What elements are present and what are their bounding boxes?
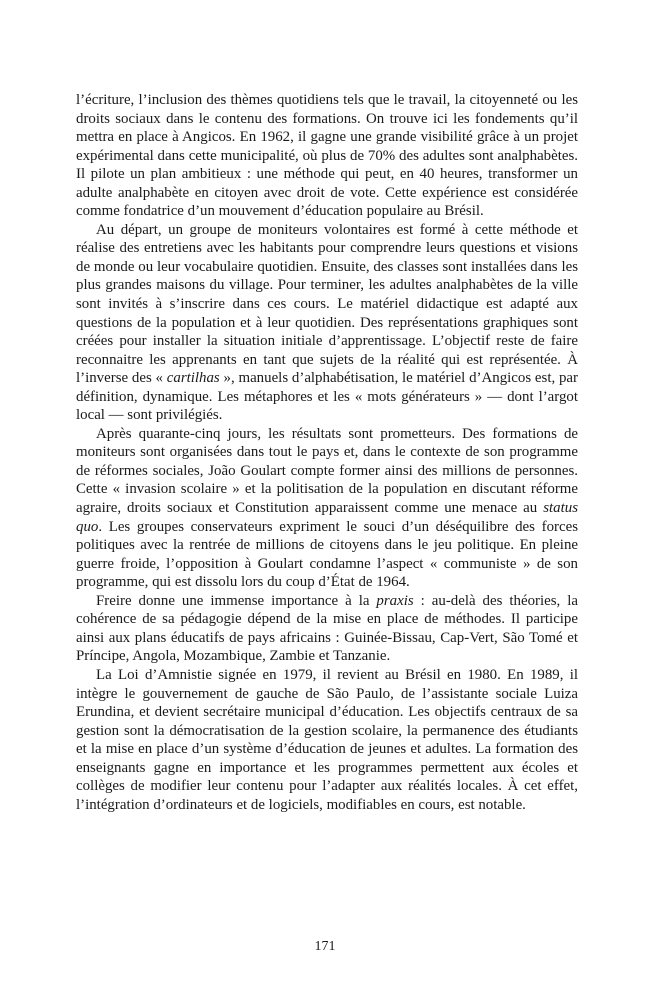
italic-term: praxis — [376, 592, 414, 609]
paragraph-text: Après quarante-cinq jours, les résultats sont prometteurs. Des formations de moniteurs sont organisées dans tout le pays et, dans le contexte de son programme de réformes sociales, João Goulart compte former ainsi des millions de personnes. Cette « invasion scolaire » et la politisation de la population en discutant réforme agraire, droits sociaux et Constitution apparaissent comme une menace au — [76, 425, 578, 517]
paragraph — [76, 592, 578, 666]
paragraph — [76, 221, 578, 425]
paragraph-text: Freire donne une immense importance à la — [96, 592, 377, 609]
paragraph-text: », manuels d’alphabétisation, le matériel d’Angicos est, par définition, dynamique. Les métaphores et les « mots générateurs » — dont l’argot local — sont privilégiés. — [76, 370, 578, 424]
italic-term: cartilhas — [166, 370, 220, 387]
italic-term: status quo — [76, 500, 578, 535]
paragraph-text: . Les groupes conservateurs expriment le souci d’un déséquilibre des forces politiques avec la rentrée de millions de citoyens dans le jeu politique. En pleine guerre froide, l’opposition à Goulart condamne l’aspect « communiste » de son programme, qui est dissolu lors du coup d’État de 1964. — [76, 518, 578, 591]
paragraph-text: : au-delà des théories, la cohérence de sa pédagogie dépend de la mise en place de méthodes. Il participe ainsi aux plans éducatifs de pays africains : Guinée-Bissau, Cap-Vert, São Tomé et Príncipe, Angola, Mozambique, Zambie et Tanzanie. — [76, 592, 578, 665]
paragraph — [76, 425, 578, 592]
page-number: 171 — [314, 939, 336, 954]
paragraph-text: Au départ, un groupe de moniteurs volontaires est formé à cette méthode et réalise des entretiens avec les habitants pour comprendre leurs questions et visions de monde ou leur vocabulaire quotidien. Ensuite, des classes sont installées dans les plus grandes maisons du village. Pour terminer, les adultes analphabètes de la ville sont invités à s’inscrire dans ces cours. Le matériel didactique est adapté aux questions de la population et à leur quotidien. Des représentations graphiques sont créées pour installer la situation initiale d’apprentissage. L’objectif reste de faire reconnaitre les apprenants en tant que sujets de la réalité qui est représentée. À l’inverse des « — [76, 221, 578, 387]
page-body — [76, 91, 578, 814]
paragraph-text: l’écriture, l’inclusion des thèmes quotidiens tels que le travail, la citoyenneté ou les droits sociaux dans le contenu des formations. On trouve ici les fondements qu’il mettra en place à Angicos. En 1962, il gagne une grande visibilité grâce à un projet expérimental dans cette municipalité, où plus de 70% des adultes sont analphabètes. Il pilote un plan ambitieux : une méthode qui peut, en 40 heures, transformer un adulte analphabète en citoyen avec droit de vote. Cette expérience est considérée comme fondatrice d’un mouvement d’éducation populaire au Brésil. — [76, 92, 578, 220]
paragraph — [76, 666, 578, 814]
paragraph — [76, 91, 578, 221]
paragraph-text: La Loi d’Amnistie signée en 1979, il revient au Brésil en 1980. En 1989, il intègre le gouvernement de gauche de São Paulo, de l’assistante sociale Luiza Erundina, et devient secrétaire municipal d’éducation. Les objectifs centraux de sa gestion sont la démocratisation de la gestion scolaire, la permanence des étudiants et la mise en place d’un système d’éducation de jeunes et adultes. La formation des enseignants gagne en importance et les programmes permettent aux écoles et collèges de modifier leur contenu pour l’adapter aux réalités locales. À cet effet, l’intégration d’ordinateurs et de logiciels, modifiables en cours, est notable. — [76, 666, 578, 813]
